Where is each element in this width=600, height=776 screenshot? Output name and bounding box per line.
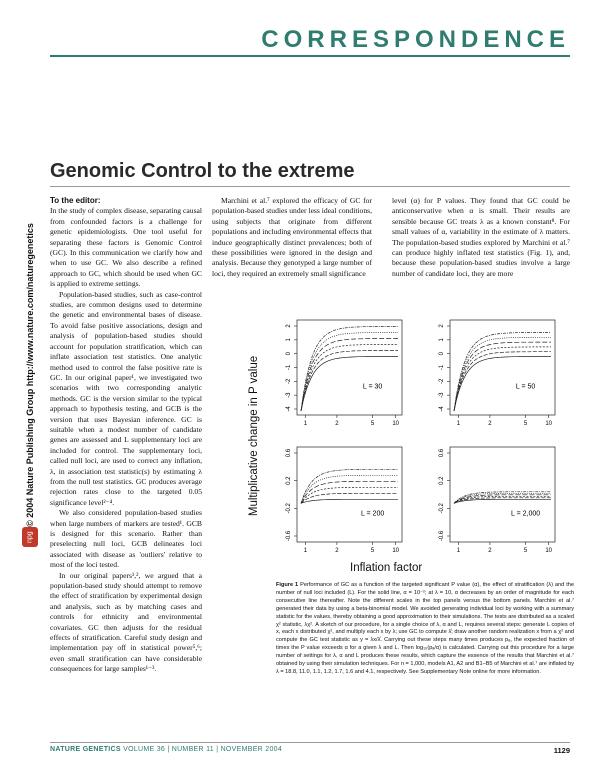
y-tick-label: -1 <box>439 364 445 371</box>
x-tick-label: 5 <box>370 421 375 427</box>
x-tick-label: 10 <box>545 421 553 427</box>
panel-label: L = 30 <box>362 383 383 391</box>
curve-line <box>454 357 551 412</box>
journal-name: NATURE GENETICS <box>50 746 121 753</box>
curve-line <box>301 339 398 412</box>
curve-line <box>301 351 398 412</box>
page-number: 1129 <box>553 746 570 755</box>
curve-line <box>454 499 551 503</box>
curve-line <box>301 357 398 412</box>
x-tick-label: 1 <box>456 548 461 554</box>
x-tick-label: 5 <box>370 548 375 554</box>
side-credit: © 2004 Nature Publishing Group http://www.nature.com/naturegenetics <box>25 223 35 527</box>
paragraph: We also considered population-based studies when large numbers of markers are tested¹. GCB is designed for this scenario. Rather than preselecting null loci, GCB delineates loci associated with disease as 'outliers' relative to most of the loci tested. <box>50 508 202 570</box>
y-tick-label: 0.6 <box>439 448 445 458</box>
paragraph: Marchini et al.⁷ explored the efficacy of GC for population-based studies under less ideal conditions, using subjects that originate from different populations and including environmental effects that induce geographically distinct prevalences; both of these possibilities were ignored in the design and analysis. Because they genotyped a large number of loci, they required an extremely small significance <box>212 196 372 278</box>
y-tick-label: -3 <box>439 392 445 398</box>
y-tick-label: -1 <box>286 364 292 371</box>
column-1 <box>50 196 202 675</box>
curve-line <box>301 493 398 503</box>
x-tick-label: 1 <box>303 421 308 427</box>
panel-bottom-left <box>286 447 402 554</box>
header-rule <box>50 55 570 57</box>
x-tick-label: 5 <box>523 548 528 554</box>
curve-line <box>454 333 551 412</box>
panel-top-left <box>286 320 402 427</box>
y-tick-label: 2 <box>439 324 445 328</box>
curve-line <box>301 327 398 412</box>
y-tick-label: 0 <box>439 351 445 356</box>
section-header: CORRESPONDENCE <box>261 26 570 53</box>
y-tick-label: 0.6 <box>286 448 292 458</box>
x-tick-label: 1 <box>303 548 308 554</box>
curve-line <box>301 499 398 503</box>
y-axis-title: Multiplicative change in P value <box>248 355 260 517</box>
x-tick-label: 5 <box>523 421 528 427</box>
title-rule <box>50 186 570 187</box>
y-tick-label: 0.2 <box>439 476 445 485</box>
y-tick-label: -2 <box>439 378 445 385</box>
y-axis-title-wrap <box>244 340 264 540</box>
y-tick-label: -2 <box>286 378 292 385</box>
paragraph: In the study of complex disease, separating causal from confounded factors is a challenge for genetic epidemiologists. One tool useful for separating these factors is Genomic Control (GC). In this communication we clarify how and when to use GC. We also describe a refined approach to GC, which should be used when GC is applied to extreme settings. <box>50 206 202 289</box>
figure-plots <box>212 312 582 580</box>
curve-line <box>301 469 398 503</box>
x-axis-title: Inflation factor <box>350 562 423 574</box>
y-tick-label: -0.2 <box>439 503 445 514</box>
figure-caption <box>276 582 574 677</box>
panel-bottom-right <box>439 447 555 554</box>
lead-line: To the editor: <box>50 196 101 205</box>
curve-line <box>301 487 398 503</box>
curve-line <box>301 345 398 412</box>
footer-rule <box>50 742 570 743</box>
panel-top-right <box>439 320 555 427</box>
curve-line <box>301 333 398 412</box>
y-tick-label: -4 <box>286 406 292 412</box>
article-title: Genomic Control to the extreme <box>50 160 355 182</box>
plot-frame <box>297 447 402 542</box>
issue-info: VOLUME 36 | NUMBER 11 | NOVEMBER 2004 <box>123 746 283 753</box>
panel-label: L = 200 <box>360 510 385 518</box>
x-tick-label: 2 <box>335 548 339 554</box>
plot-frame <box>297 320 402 415</box>
x-tick-label: 10 <box>392 421 400 427</box>
caption-label: Figure 1 <box>276 582 299 588</box>
panel-label: L = 50 <box>515 383 536 391</box>
paragraph: level (α) for P values. They found that GC could be anticonservative when α is small. Their results are sensible because GC treats λ as a known constant⁸. For small values of α, variability in the estimate of λ matters. The population-based studies explored by Marchini et al.⁷ can produce highly inflated test statistics (Fig. 1), and, because these population-based studies involve a large number of candidate loci, they are more <box>392 196 570 278</box>
column-3 <box>392 196 570 279</box>
paragraph: In our original papers¹,², we argued that a population-based study should attempt to remove the effect of stratification by experimental design and analysis, such as by matching cases and controls for ethnicity and environmental covariates. GC then adjusts for the residual effects of stratification. Careful study design and implementation pay off in statistical power⁵,⁶; even small stratification can have considerable consequences for large samples¹⁻³. <box>50 570 202 674</box>
npg-logo: npg <box>22 527 38 547</box>
side-credit-strip <box>18 150 42 620</box>
panel-label: L = 2,000 <box>511 510 541 518</box>
x-tick-label: 2 <box>488 421 492 427</box>
y-tick-label: 2 <box>286 324 292 328</box>
y-tick-label: 1 <box>439 338 445 342</box>
x-tick-label: 2 <box>488 548 492 554</box>
x-tick-label: 10 <box>545 548 553 554</box>
y-tick-label: 0 <box>286 351 292 356</box>
plot-frame <box>450 320 555 415</box>
caption-text: Performance of GC as a function of the targeted significant P value (α), the effect of stratification (λ) and the number of null loci included (L). For the solid line, α = 10⁻²; at λ = 10, α decreases by an order of magnitude for each consecutive line thereafter. Note the different scales in the top panels versus the bottom panels. Marchini et al.⁷ generated their data by using a beta-binomial model. We avoided generating individual loci by working with a summary statistic for the values, thereby obtaining a good approximation to their simulations. The tests are distributed as a scaled χ² statistic, λχ². A sketch of our procedure, for a single choice of λ, α and L, requires several steps: generate L copies of x, each x distributed χ², and multiply each x by λ; use GC to compute λ̂; draw another random realization x from a χ² and compute the GC test statistic as y = λx/λ̂. Carrying out these steps many times produces pₐ, the expected fraction of times the P value exceeds α for a given λ and L. Then log₁₀(pₐ/α) is calculated. Carrying out this procedure for a large number of settings for λ, α and L produces these results, which capture the essence of the results that Marchini et al.⁷ obtained by using their simulation techniques. For n = 1,000, models A1, A2 and B1–B5 of Marchini et al.⁷ are inflated by λ = 18.8, 11.0, 1.1, 1.2, 1.7, 1.6 and 4.1, respectively. See Supplementary Note online for more information. <box>276 582 574 675</box>
x-tick-label: 10 <box>392 548 400 554</box>
y-tick-label: -0.6 <box>439 530 445 542</box>
y-tick-label: -3 <box>286 392 292 398</box>
column-2 <box>212 196 372 279</box>
y-tick-label: -0.2 <box>286 503 292 514</box>
figure-1 <box>212 312 582 580</box>
y-tick-label: -4 <box>439 406 445 412</box>
x-tick-label: 1 <box>456 421 461 427</box>
x-tick-label: 2 <box>335 421 339 427</box>
curve-line <box>454 337 551 411</box>
y-tick-label: 0.2 <box>286 476 292 485</box>
y-tick-label: 1 <box>286 338 292 342</box>
paragraph: Population-based studies, such as case-control studies, are common designs used to determine the genetic and environmental bases of disease. To avoid false positive associations, design and analysis of population-based studies should account for population stratification, which can inflate association test statistics. One analytic method used to control the false positive rate is GC. In our original paper¹, we investigated two scenarios with two corresponding analytic methods. GC is the version similar to the typical approach to hypothesis testing, and GCB is the version that uses Bayesian inference. GC is suitable when a modest number of candidate genes are assessed and L supplementary loci are included for control. The supplementary loci, called null loci, are used to correct any inflation, λ, in association test statistic(s) by estimating λ from the null test statistics. GC produces average rejection rates close to the targeted 0.05 significance level²⁻⁴. <box>50 289 202 507</box>
y-tick-label: -0.6 <box>286 530 292 542</box>
footer-citation <box>50 746 282 753</box>
